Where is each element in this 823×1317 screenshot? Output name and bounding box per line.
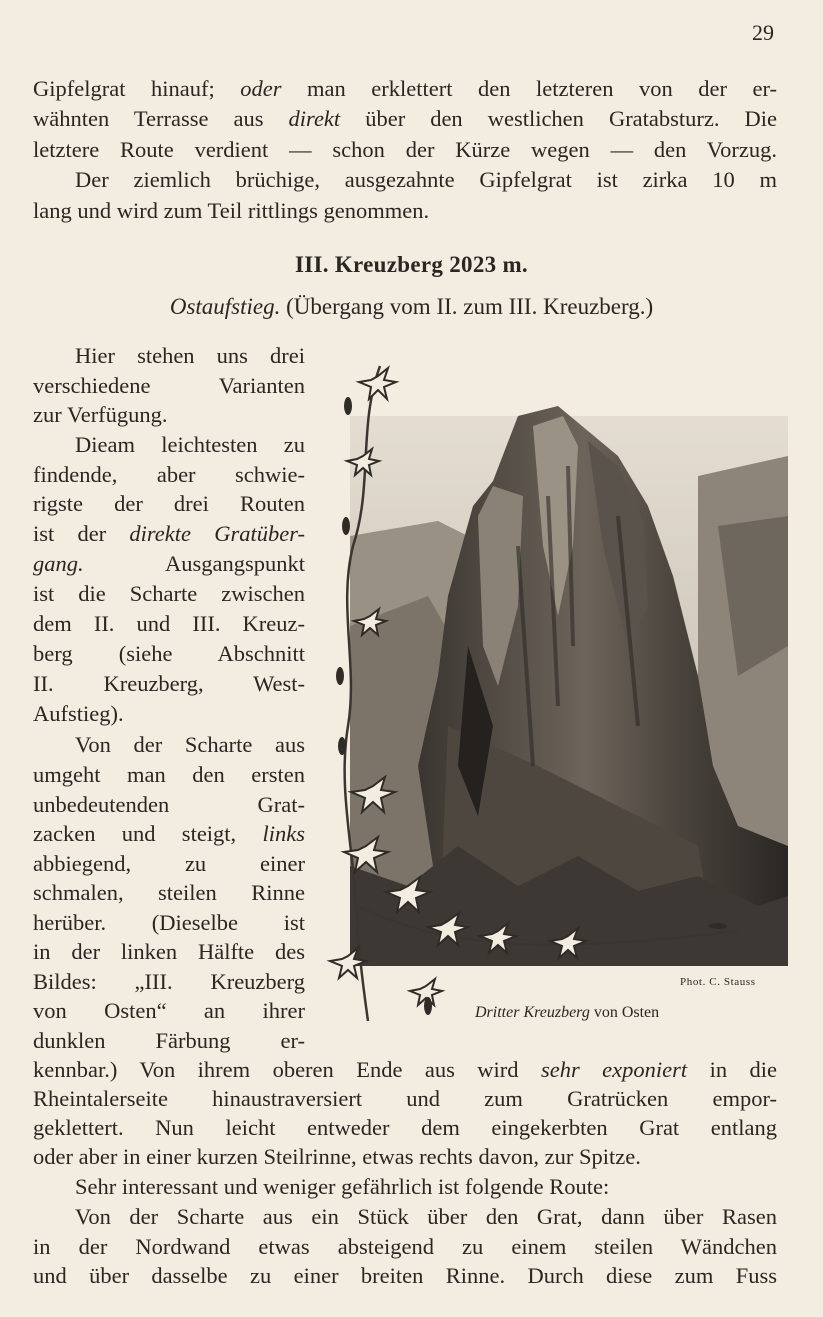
text-line: zacken und steigt, links (33, 821, 305, 846)
text-line: Von der Scharte aus (75, 732, 305, 757)
text-line: Der ziemlich brüchige, ausgezahnte Gipfelgrat ist zirka 10 m (75, 167, 777, 192)
text-line: zur Verfügung. (33, 402, 168, 427)
text-line: Gipfelgrat hinauf; oder man erklettert den letzteren von der er- (33, 76, 778, 101)
text-line: dem II. und III. Kreuz- (33, 611, 305, 636)
text-line: berg (siehe Abschnitt (33, 641, 305, 666)
text-line: ist der direkte Gratüber- (33, 521, 305, 546)
text-line: ist die Scharte zwischen (33, 581, 305, 606)
text-line: kennbar.) Von ihrem oberen Ende aus wird sehr exponiert in die (33, 1057, 778, 1082)
text-line: in der Nordwand etwas absteigend zu einem steilen Wändchen (33, 1234, 777, 1259)
text-line: oder aber in einer kurzen Steilrinne, etwas rechts davon, zur Spitze. (33, 1144, 641, 1169)
section-subheading: Ostaufstieg. (Übergang vom II. zum III. Kreuzberg.) (169, 294, 654, 319)
text-line: geklettert. Nun leicht entweder dem eingekerbten Grat entlang (33, 1115, 777, 1140)
text-line: findende, aber schwie- (33, 462, 305, 487)
text-line: Bildes: „III. Kreuzberg (33, 969, 305, 994)
text-line: Rheintalerseite hinaustraversiert und zum Gratrücken empor- (33, 1086, 777, 1111)
text-line: Dieam leichtesten zu (75, 432, 305, 457)
figure-caption: Dritter Kreuzberg von Osten (475, 1004, 660, 1021)
section-heading: III. Kreuzberg 2023 m. (295, 252, 528, 277)
photo-credit: Phot. C. Stauss (680, 976, 756, 988)
text-line: letztere Route verdient — schon der Kürze wegen — den Vorzug. (33, 137, 777, 162)
text-line: rigste der drei Routen (33, 491, 305, 516)
text-line: unbedeutenden Grat- (33, 792, 305, 817)
text-line: von Osten“ an ihrer (33, 998, 305, 1023)
text-line: und über dasselbe zu einer breiten Rinne. Durch diese zum Fuss (33, 1263, 777, 1288)
kreuzberg-figure (318, 346, 788, 1026)
text-line: Sehr interessant und weniger gefährlich ist folgende Route: (75, 1174, 610, 1199)
text-line: Hier stehen uns drei (75, 343, 305, 368)
text-line: abbiegend, zu einer (33, 851, 305, 876)
text-line: II. Kreuzberg, West- (33, 671, 305, 696)
mountain-photo (318, 346, 788, 1026)
text-line: lang und wird zum Teil rittlings genommen. (33, 198, 430, 223)
text-line: herüber. (Dieselbe ist (33, 910, 305, 935)
text-line: dunklen Färbung er- (33, 1028, 305, 1053)
text-line: Von der Scharte aus ein Stück über den Grat, dann über Rasen (75, 1204, 777, 1229)
text-line: schmalen, steilen Rinne (33, 880, 305, 905)
text-line: Aufstieg). (33, 701, 124, 726)
text-line: gang. Ausgangspunkt (33, 551, 305, 576)
text-line: in der linken Hälfte des (33, 939, 305, 964)
page-number: 29 (752, 20, 774, 45)
text-line: wähnten Terrasse aus direkt über den westlichen Gratabsturz. Die (33, 106, 778, 131)
text-line: umgeht man den ersten (33, 762, 305, 787)
text-line: verschiedene Varianten (33, 373, 305, 398)
